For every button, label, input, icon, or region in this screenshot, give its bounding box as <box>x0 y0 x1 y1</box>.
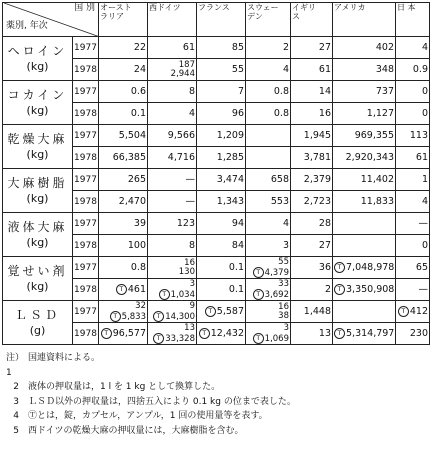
value-cell <box>197 213 246 235</box>
value-cell <box>396 81 430 103</box>
value-cell <box>396 147 430 169</box>
value-text: 4,379 <box>264 267 289 278</box>
tablet-unit-icon: T <box>398 306 409 317</box>
value-text: 1,034 <box>170 289 195 300</box>
table-row <box>3 169 430 191</box>
value-text: 61 <box>318 63 331 75</box>
value-cell <box>333 279 396 301</box>
value-text: 113 <box>409 129 428 141</box>
value-cell <box>396 169 430 191</box>
value-cell <box>291 279 333 301</box>
year-cell: 1977 <box>73 213 99 235</box>
value-cell <box>246 235 291 257</box>
value-text: 1,209 <box>216 129 244 141</box>
value-cell <box>246 301 291 323</box>
value-cell <box>333 213 396 235</box>
value-cell <box>99 59 148 81</box>
value-cell <box>246 213 291 235</box>
value-text: 24 <box>133 63 146 75</box>
year-cell: 1978 <box>73 191 99 213</box>
value-text: 0.1 <box>228 283 244 295</box>
drug-name: 液体大麻 <box>7 219 68 234</box>
value-cell <box>333 301 396 323</box>
corner-top-label: 国 別 <box>74 3 95 13</box>
value-cell <box>246 147 291 169</box>
value-text: 265 <box>127 173 146 185</box>
value-cell <box>197 147 246 169</box>
value-text: 0.8 <box>273 85 289 97</box>
value-text: 32 <box>135 300 146 311</box>
tablet-unit-icon: T <box>153 333 164 344</box>
table-row <box>3 81 430 103</box>
value-cell <box>291 191 333 213</box>
value-text: 3,781 <box>303 151 331 163</box>
value-text: 3 <box>283 322 289 333</box>
value-text: 9,566 <box>167 129 195 141</box>
value-text: 1,945 <box>303 129 331 141</box>
year-cell: 1977 <box>73 37 99 59</box>
value-cell <box>333 147 396 169</box>
table-body <box>3 37 430 345</box>
value-text: 0.1 <box>228 261 244 273</box>
drug-name-cell <box>3 169 73 213</box>
value-cell <box>99 147 148 169</box>
value-cell <box>291 81 333 103</box>
value-cell <box>148 37 197 59</box>
value-cell <box>396 103 430 125</box>
value-text: 28 <box>318 217 331 229</box>
value-text: — <box>418 217 428 229</box>
value-cell <box>99 323 148 345</box>
table-row <box>3 213 430 235</box>
year-cell: 1977 <box>73 257 99 279</box>
value-text: 4 <box>421 195 428 207</box>
value-cell <box>333 37 396 59</box>
value-text: 96 <box>231 107 244 119</box>
drug-name-cell <box>3 81 73 125</box>
drug-name-cell <box>3 125 73 169</box>
value-cell <box>197 191 246 213</box>
value-cell <box>396 37 430 59</box>
value-cell <box>333 323 396 345</box>
drug-unit: (kg) <box>26 59 49 73</box>
year-cell: 1978 <box>73 103 99 125</box>
value-text: 461 <box>127 284 146 295</box>
value-text: 27 <box>318 239 331 251</box>
value-cell <box>333 103 396 125</box>
value-text: 14,300 <box>165 311 195 322</box>
value-text: 187 <box>178 59 195 70</box>
value-text: 11,402 <box>360 173 394 185</box>
value-text: 100 <box>127 239 146 251</box>
value-cell <box>396 213 430 235</box>
value-cell <box>396 257 430 279</box>
value-text: — <box>185 195 195 207</box>
value-cell <box>291 125 333 147</box>
value-cell <box>148 169 197 191</box>
value-text: 1,127 <box>366 107 394 119</box>
value-cell <box>99 37 148 59</box>
value-cell <box>333 125 396 147</box>
value-text: 94 <box>231 217 244 229</box>
country-header: イギリ ス <box>291 3 333 37</box>
drug-name: コカイン <box>7 87 68 102</box>
value-text: 553 <box>270 195 289 207</box>
value-text: 0 <box>421 85 428 97</box>
tablet-unit-icon: T <box>199 328 210 339</box>
value-cell <box>148 213 197 235</box>
year-cell: 1977 <box>73 169 99 191</box>
value-cell <box>396 191 430 213</box>
value-cell <box>246 169 291 191</box>
value-cell <box>99 191 148 213</box>
value-text: 4 <box>421 41 428 53</box>
value-cell <box>291 37 333 59</box>
footnote: 2 液体の押収量は，1 l を 1 kg として換算した。 <box>13 382 221 392</box>
value-cell <box>99 169 148 191</box>
value-cell <box>291 103 333 125</box>
value-text: 9 <box>189 300 195 311</box>
value-text: 4,716 <box>167 151 195 163</box>
drug-unit: (kg) <box>26 279 49 293</box>
value-text: 8 <box>188 85 195 97</box>
value-cell <box>148 323 197 345</box>
value-text: 22 <box>133 41 146 53</box>
value-text: 65 <box>415 261 428 273</box>
value-text: 2,944 <box>170 68 195 79</box>
value-text: 55 <box>278 256 289 267</box>
table-row <box>3 257 430 279</box>
tablet-unit-icon: T <box>334 328 345 339</box>
value-cell <box>291 169 333 191</box>
country-header: オースト ラリア <box>99 3 148 37</box>
value-text: 1,448 <box>303 305 331 317</box>
value-cell <box>246 103 291 125</box>
corner-cell <box>3 3 99 37</box>
value-text: 412 <box>409 306 428 317</box>
value-text: 3 <box>282 239 289 251</box>
value-text: 3 <box>189 278 195 289</box>
drug-unit: (kg) <box>26 191 49 205</box>
tablet-unit-icon: T <box>253 289 264 300</box>
value-text: 0.8 <box>273 107 289 119</box>
value-text: 8 <box>188 239 195 251</box>
value-cell <box>148 103 197 125</box>
value-cell <box>148 125 197 147</box>
value-cell <box>333 169 396 191</box>
value-text: 130 <box>178 266 195 277</box>
table-row <box>3 301 430 323</box>
value-text: 27 <box>318 41 331 53</box>
value-cell <box>396 323 430 345</box>
value-text: 1 <box>421 173 428 185</box>
value-text: 16 <box>318 107 331 119</box>
year-cell: 1977 <box>73 81 99 103</box>
value-cell <box>197 257 246 279</box>
value-cell <box>148 301 197 323</box>
value-cell <box>396 59 430 81</box>
value-cell <box>246 279 291 301</box>
footnote: 注）1 国連資料による。 <box>6 353 101 378</box>
value-cell <box>246 81 291 103</box>
country-header: スウェー デン <box>246 3 291 37</box>
value-cell <box>197 125 246 147</box>
tablet-unit-icon: T <box>334 262 345 273</box>
value-text: 12,432 <box>210 328 244 339</box>
country-header: 日 本 <box>396 3 430 37</box>
value-text: 2,470 <box>118 195 146 207</box>
value-cell <box>197 279 246 301</box>
value-text: 4 <box>188 107 195 119</box>
value-cell <box>396 235 430 257</box>
year-cell: 1978 <box>73 59 99 81</box>
value-cell <box>291 213 333 235</box>
value-cell <box>197 235 246 257</box>
value-cell <box>99 279 148 301</box>
value-text: 969,355 <box>354 129 394 141</box>
value-cell <box>246 125 291 147</box>
value-cell <box>333 257 396 279</box>
value-text: 7,048,978 <box>346 262 395 273</box>
value-text: 2,723 <box>303 195 331 207</box>
value-cell <box>246 323 291 345</box>
value-text: 2 <box>324 283 331 295</box>
value-text: 0.9 <box>412 63 428 75</box>
tablet-unit-icon: T <box>253 267 264 278</box>
value-cell <box>396 279 430 301</box>
drug-unit: (kg) <box>26 147 49 161</box>
country-header: 西ドイツ <box>148 3 197 37</box>
value-cell <box>99 301 148 323</box>
value-cell <box>197 103 246 125</box>
value-text: 1,285 <box>216 151 244 163</box>
value-text: — <box>185 173 195 185</box>
value-text: 3,692 <box>264 289 289 300</box>
drug-name-cell <box>3 257 73 301</box>
value-text: 0 <box>421 239 428 251</box>
value-text: 33,328 <box>165 333 195 344</box>
drug-name-cell <box>3 37 73 81</box>
value-text: 123 <box>176 217 195 229</box>
value-text: 658 <box>270 173 289 185</box>
value-text: 33 <box>278 278 289 289</box>
value-text: 2 <box>282 41 289 53</box>
value-cell <box>148 257 197 279</box>
value-text: 11,833 <box>360 195 394 207</box>
value-cell <box>99 81 148 103</box>
value-cell <box>148 191 197 213</box>
value-text: 0.1 <box>130 107 146 119</box>
value-text: 14 <box>318 85 331 97</box>
value-cell <box>246 257 291 279</box>
value-cell <box>99 257 148 279</box>
value-cell <box>197 81 246 103</box>
value-text: 3,474 <box>216 173 244 185</box>
value-text: 0.6 <box>130 85 146 97</box>
value-text: 1,069 <box>264 333 289 344</box>
value-text: 3,350,908 <box>346 284 395 295</box>
value-text: 16 <box>278 301 289 312</box>
year-cell: 1977 <box>73 301 99 323</box>
tablet-unit-icon: T <box>205 306 216 317</box>
drug-unit: (g) <box>29 323 46 337</box>
value-text: 2,920,343 <box>345 151 394 163</box>
value-cell <box>148 59 197 81</box>
tablet-unit-icon: T <box>101 328 112 339</box>
year-cell: 1978 <box>73 147 99 169</box>
value-text: 39 <box>133 217 146 229</box>
value-text: 1,343 <box>216 195 244 207</box>
value-cell <box>291 235 333 257</box>
value-text: 5,833 <box>121 311 146 322</box>
drug-name: ＬＳＤ <box>14 307 60 322</box>
value-cell <box>396 301 430 323</box>
value-text: 84 <box>231 239 244 251</box>
value-text: 2,379 <box>303 173 331 185</box>
value-text: 4 <box>282 217 289 229</box>
value-text: 230 <box>409 327 428 339</box>
value-text: 5,504 <box>118 129 146 141</box>
value-cell <box>148 235 197 257</box>
header-row <box>3 3 430 37</box>
value-cell <box>148 279 197 301</box>
tablet-unit-icon: T <box>116 284 127 295</box>
value-cell <box>99 103 148 125</box>
value-text: 61 <box>182 41 195 53</box>
value-text: 0 <box>421 107 428 119</box>
value-text: — <box>418 283 428 295</box>
value-text: 7 <box>237 85 244 97</box>
value-cell <box>291 147 333 169</box>
value-cell <box>99 213 148 235</box>
value-cell <box>197 59 246 81</box>
value-text: 4 <box>282 63 289 75</box>
value-cell <box>333 235 396 257</box>
year-cell: 1977 <box>73 125 99 147</box>
drug-name: 覚せい剤 <box>7 263 68 278</box>
value-cell <box>291 323 333 345</box>
drug-name-cell <box>3 301 73 345</box>
value-text: 5,587 <box>216 306 244 317</box>
value-cell <box>197 37 246 59</box>
value-text: 36 <box>318 261 331 273</box>
tablet-unit-icon: T <box>253 333 264 344</box>
drug-name-cell <box>3 213 73 257</box>
country-header: フランス <box>197 3 246 37</box>
country-header: アメリカ <box>333 3 396 37</box>
value-cell <box>246 37 291 59</box>
value-text: 0.8 <box>130 261 146 273</box>
value-text: 61 <box>415 151 428 163</box>
footnotes <box>6 351 296 438</box>
value-text: 16 <box>184 257 195 268</box>
year-cell: 1978 <box>73 235 99 257</box>
value-text: 5,314,797 <box>346 328 395 339</box>
value-cell <box>291 59 333 81</box>
value-text: 96,577 <box>112 328 146 339</box>
value-text: 737 <box>375 85 394 97</box>
value-text: 13 <box>184 322 195 333</box>
value-cell <box>246 191 291 213</box>
corner-bottom-label: 薬別, 年次 <box>6 21 48 31</box>
value-cell <box>396 125 430 147</box>
value-text: 13 <box>318 327 331 339</box>
drug-unit: (kg) <box>26 235 49 249</box>
value-text: 348 <box>375 63 394 75</box>
tablet-unit-icon: T <box>159 289 170 300</box>
drug-name: ヘロイン <box>7 43 68 58</box>
value-cell <box>148 81 197 103</box>
tablet-unit-icon: T <box>334 284 345 295</box>
drug-unit: (kg) <box>26 103 49 117</box>
value-cell <box>197 169 246 191</box>
value-cell <box>246 59 291 81</box>
value-cell <box>197 301 246 323</box>
value-text: 85 <box>231 41 244 53</box>
value-text: 38 <box>278 310 289 321</box>
value-cell <box>333 59 396 81</box>
tablet-unit-icon: T <box>153 311 164 322</box>
footnote: 3 ＬＳＤ以外の押収量は，四捨五入により 0.1 kg の位まで表した。 <box>13 396 296 407</box>
value-cell <box>99 235 148 257</box>
footnote: 5 西ドイツの乾燥大麻の押収量には，大麻樹脂を含む。 <box>13 425 244 436</box>
table-row <box>3 125 430 147</box>
value-cell <box>333 81 396 103</box>
value-cell <box>291 257 333 279</box>
footnote: 4 Ⓣとは，錠，カプセル，アンプル，1 回の使用量等を表す。 <box>13 411 268 421</box>
drug-name: 乾燥大麻 <box>7 131 68 146</box>
tablet-unit-icon: T <box>110 311 121 322</box>
value-cell <box>197 323 246 345</box>
value-text: 402 <box>375 41 394 53</box>
seizure-table <box>2 2 430 345</box>
value-text: 66,385 <box>112 151 146 163</box>
table-row <box>3 37 430 59</box>
value-text: 55 <box>231 63 244 75</box>
year-cell: 1978 <box>73 323 99 345</box>
value-cell <box>333 191 396 213</box>
value-cell <box>148 147 197 169</box>
drug-name: 大麻樹脂 <box>7 175 68 190</box>
year-cell: 1978 <box>73 279 99 301</box>
value-cell <box>99 125 148 147</box>
value-cell <box>291 301 333 323</box>
